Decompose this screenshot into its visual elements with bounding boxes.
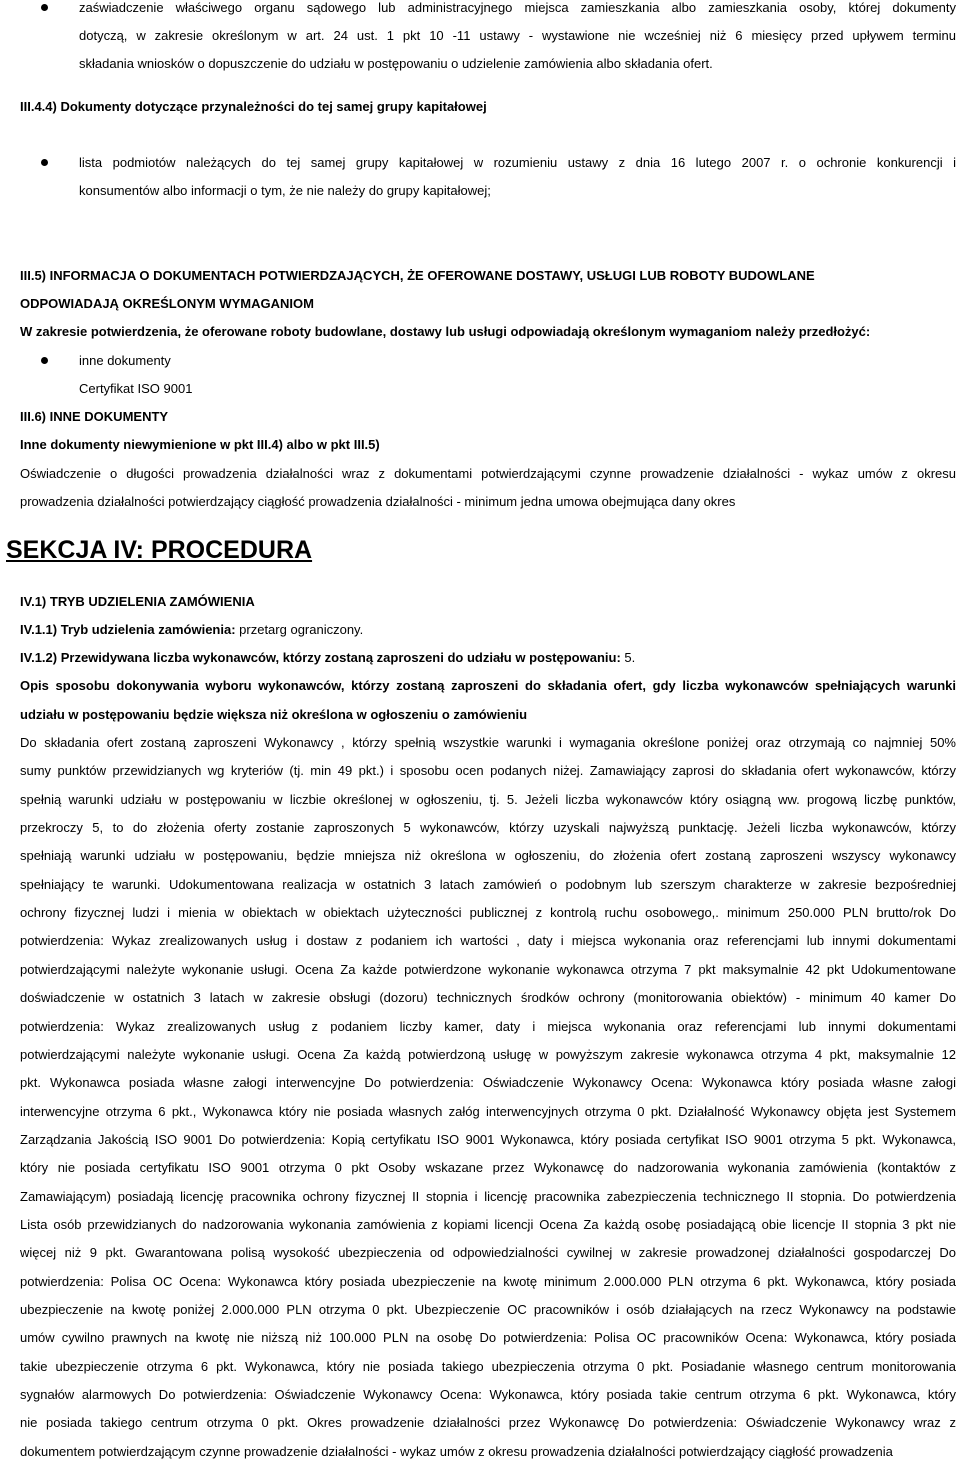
s35-item-detail: Certyfikat ISO 9001 xyxy=(79,381,193,396)
tryb-row xyxy=(20,622,956,638)
procedure-body-line: potwierdzenia: Wykaz zrealizowanych usług i dostaw z podaniem ich wartości , daty i miejsca wykonania oraz referencjami lub innymi dokumentami xyxy=(20,933,956,949)
procedure-body-line: potwierdzającymi należyte wykonanie usługi. Ocena Za każdą potwierdzoną usługę w powyższym zakresie wykonawca otrzyma 4 pkt, maksymalnie 12 xyxy=(20,1046,956,1062)
s34-line-2: konsumentów albo informacji o tym, że nie należy do grupy kapitałowej; xyxy=(79,183,491,198)
procedure-body-line: Lista osób przewidzianych do nadzorowania wykonania zamówienia z kopiami licencji Ocena Za każdą osobę posiadającą obie licencje II stopnia 3 pkt nie xyxy=(20,1216,956,1232)
procedure-body-line: umów cywilno prawnych na kwotę nie niższą niż 100.000 PLN na osobę Do potwierdzenia: Polisa OC pracowników Ocena: Wykonawca, który posiada xyxy=(20,1330,956,1346)
bullet-icon xyxy=(41,4,48,11)
tryb-label: IV.1.1) Tryb udzielenia zamówienia: xyxy=(20,622,236,637)
top-line-3: składania wniosków o dopuszczenie do udziału w postępowaniu o udzielenie zamówienia albo składania ofert. xyxy=(79,56,713,71)
section-heading-iii-5: III.5) INFORMACJA O DOKUMENTACH POTWIERDZAJĄCYCH, ŻE OFEROWANE DOSTAWY, USŁUGI LUB ROBOTY BUDOWLANE xyxy=(20,268,815,283)
s35-intro: W zakresie potwierdzenia, że oferowane roboty budowlane, dostawy lub usługi odpowiadają określonym wymaganiom należy przedłożyć: xyxy=(20,324,871,339)
procedure-body-line: Zamawiającym) posiadają licencję pracownika ochrony fizycznej II stopnia i licencję pracownika zabezpieczenia technicznego II stopnia. Do potwierdzenia xyxy=(20,1188,956,1204)
section-title-iv: SEKCJA IV: PROCEDURA xyxy=(6,536,313,564)
procedure-body-line: spełnią warunki udziału w postępowaniu w liczbie określonej w ogłoszeniu, tj. 5. Jeżeli liczba wykonawców który osiągną ww. progową liczbę punktów, xyxy=(20,791,956,807)
procedure-body-line: potwierdzającymi należyte wykonanie usługi. Ocena Za każde potwierdzone wykonanie wykonawca otrzyma 7 pkt maksymalnie 42 pkt Udokumentowane xyxy=(20,961,956,977)
procedure-body-line: który nie posiada certyfikatu ISO 9001 otrzyma 0 pkt Osoby wskazane przez Wykonawcę do nadzorowania wykonania zamówienia (kontaktów z xyxy=(20,1160,956,1176)
procedure-body-line: sumy punktów przewidzianych wg kryteriów (tj. min 49 pkt.) i sposobu ocen podanych niżej. Zamawiający zaprosi do składania ofert wykonawców, którzy xyxy=(20,763,956,779)
liczba-label: IV.1.2) Przewidywana liczba wykonawców, którzy zostaną zaproszeni do udziału w postępowaniu: xyxy=(20,650,621,665)
procedure-body-line: pkt. Wykonawca posiada własne załogi interwencyjne Do potwierdzenia: Oświadczenie Wykonawcy Ocena: Wykonawca który posiada własne załogi xyxy=(20,1075,956,1091)
tryb-heading: IV.1) TRYB UDZIELENIA ZAMÓWIENIA xyxy=(20,594,255,609)
procedure-body-line: sygnałów alarmowych Do potwierdzenia: Oświadczenie Wykonawcy Ocena: Wykonawca, który posiada takie centrum otrzyma 6 pkt. Wykonawca, który xyxy=(20,1387,956,1403)
liczba-value: 5. xyxy=(620,650,636,665)
procedure-body-line: spełniają warunki udziału w postępowaniu, będzie mniejsza niż określona w ogłoszeniu, do złożenia ofert zostaną zaproszeni wszyscy wykonawcy xyxy=(20,848,956,864)
procedure-body-line: spełniający te warunki. Udokumentowana realizacja w ostatnich 3 latach zamówień o podobnym lub szerszym charakterze w zakresie bezpośredniej xyxy=(20,876,956,892)
procedure-body-line: dokumentem potwierdzającym czynne prowadzenie działalności - wykaz umów z okresu prowadzenia działalności potwierdzający ciągłość prowadzenia xyxy=(20,1443,893,1459)
procedure-body-line: Do składania ofert zostaną zaproszeni Wykonawcy , którzy spełnią wszystkie warunki i wymagania określone poniżej oraz otrzymają co najmniej 50% xyxy=(20,735,956,750)
s36-line-2: prowadzenia działalności potwierdzający ciągłość prowadzenia działalności - minimum jedna umowa obejmująca dany okres xyxy=(20,494,736,509)
procedure-body-line: interwencyjne otrzyma 6 pkt., Wykonawca który nie posiada własnych załóg interwencyjnych otrzyma 0 pkt. Działalność Wykonawcy objęta jest Systemem xyxy=(20,1103,956,1119)
section-heading-iii-6: III.6) INNE DOKUMENTY xyxy=(20,409,169,424)
s36-subheading: Inne dokumenty niewymienione w pkt III.4) albo w pkt III.5) xyxy=(20,437,380,452)
top-line-2: dotyczą, w zakresie określonym w art. 24 ust. 1 pkt 10 -11 ustawy - wystawione nie wcześniej niż 6 miesięcy przed upływem terminu xyxy=(79,28,956,43)
procedure-body-line: ochrony fizycznej ludzi i mienia w obiektach w obiektach użyteczności publicznej z kontrolą ruchu osobowego,. minimum 250.000 PLN brutto/rok Do xyxy=(20,905,956,921)
procedure-body-line: przekroczy 5, to do złożenia oferty zostanie zaproszonych 5 wykonawców, którzy uzyskali najwyższą punktację. Jeżeli liczba wykonawców, którzy xyxy=(20,820,956,836)
opis-heading-2: udziału w postępowaniu będzie większa niż określona w ogłoszeniu o zamówieniu xyxy=(20,707,528,722)
procedure-body-line: potwierdzenia: Wykaz zrealizowanych usług z podaniem liczby kamer, daty i miejsca wykonania oraz referencjami lub innymi dokumentami xyxy=(20,1018,956,1034)
top-line-1: zaświadczenie właściwego organu sądowego lub administracyjnego miejsca zamieszkania albo zamieszkania osoby, której dokumenty xyxy=(79,0,956,15)
section-heading-iii-5-cont: ODPOWIADAJĄ OKREŚLONYM WYMAGANIOM xyxy=(20,296,314,311)
opis-heading-1: Opis sposobu dokonywania wyboru wykonawców, którzy zostaną zaproszeni do składania ofert, gdy liczba wykonawców spełniających warunki xyxy=(20,678,956,693)
procedure-body-line: Zarządzania Jakością ISO 9001 Do potwierdzenia: Kopią certyfikatu ISO 9001 Wykonawca, który posiada certyfikat ISO 9001 otrzyma 5 pkt. Wykonawca, xyxy=(20,1131,956,1147)
procedure-body-line: takie ubezpieczenie otrzyma 6 pkt. Wykonawca, który nie posiada takiego ubezpieczenia otrzyma 0 pkt. Posiadanie własnego centrum monitorowania xyxy=(20,1358,956,1374)
section-heading-iii-4-4: III.4.4) Dokumenty dotyczące przynależności do tej samej grupy kapitałowej xyxy=(20,99,487,114)
bullet-icon xyxy=(41,159,48,166)
tryb-value: przetarg ograniczony. xyxy=(235,622,364,637)
liczba-row xyxy=(20,650,956,666)
procedure-body-line: ubezpieczenie na kwotę poniżej 2.000.000 PLN otrzyma 0 pkt. Ubezpieczenie OC pracowników i osób działających na rzecz Wykonawcy na podstawie xyxy=(20,1302,956,1317)
procedure-body-line: więcej niż 9 pkt. Gwarantowana polisą wysokość ubezpieczenia od odpowiedzialności cywilnej w zakresie prowadzonej działalności gospodarczej Do xyxy=(20,1245,956,1261)
procedure-body-line: nie posiada takiego centrum otrzyma 0 pkt. Okres prowadzenie działalności przez Wykonawcę Do potwierdzenia: Oświadczenie Wykonawcy wraz z xyxy=(20,1415,956,1431)
s36-line-1: Oświadczenie o długości prowadzenia działalności wraz z dokumentami potwierdzającymi czynne prowadzenie działalności - wykaz umów z okresu xyxy=(20,466,956,481)
s35-item: inne dokumenty xyxy=(79,353,171,368)
s34-line-1: lista podmiotów należących do tej samej grupy kapitałowej w rozumieniu ustawy z dnia 16 lutego 2007 r. o ochronie konkurencji i xyxy=(79,155,956,170)
procedure-body-line: potwierdzenia: Polisa OC Ocena: Wykonawca który posiada ubezpieczenie na kwotę minimum 2.000.000 PLN otrzyma 6 pkt. Wykonawca, który posiada xyxy=(20,1273,956,1289)
procedure-body-line: doświadczenie w ostatnich 3 latach w zakresie obsługi (dozoru) technicznych środków ochrony (monitorowania obiektów) - minimum 40 kamer Do xyxy=(20,990,956,1006)
bullet-icon xyxy=(41,357,48,364)
